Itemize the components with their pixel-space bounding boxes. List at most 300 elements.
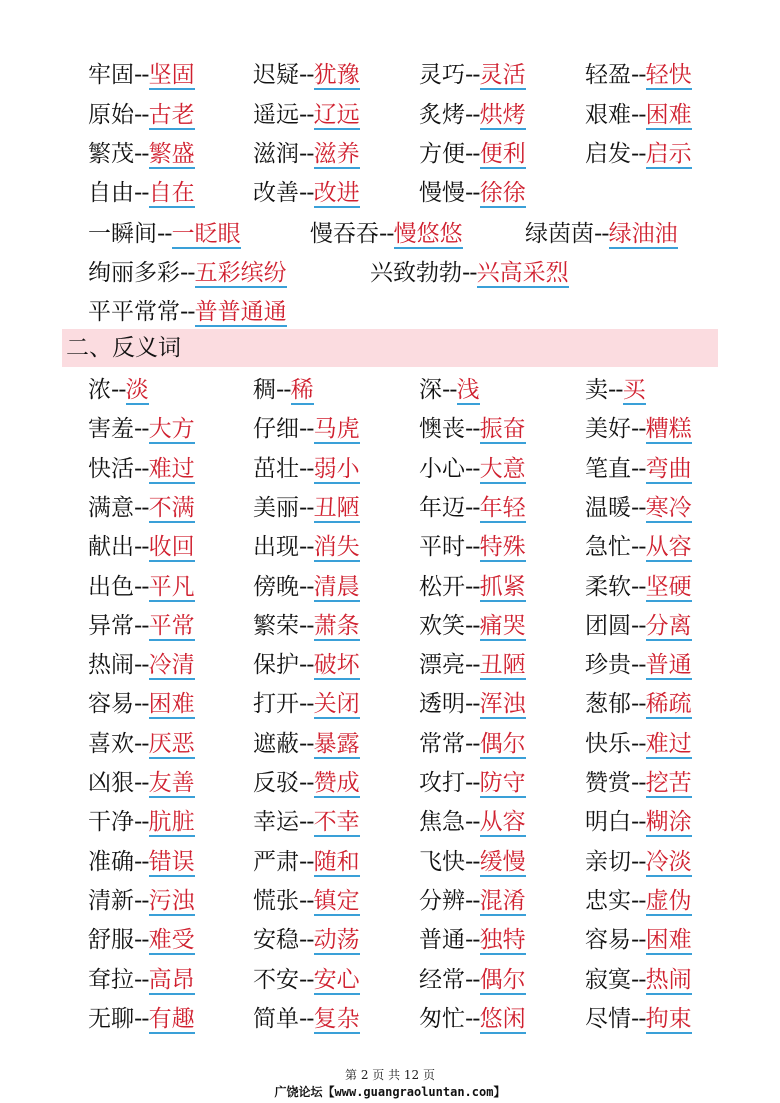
answer-word: 困难	[645, 102, 692, 128]
word: 普通	[419, 927, 465, 953]
word-separator: --	[276, 377, 291, 403]
word-separator: --	[299, 731, 314, 757]
answer-word: 厌恶	[148, 731, 195, 757]
answer-word: 错误	[148, 849, 195, 875]
answer-word: 糊涂	[645, 809, 692, 835]
word-separator: --	[465, 691, 480, 717]
word-pair	[88, 57, 195, 93]
answer-word: 不满	[148, 495, 195, 521]
word: 清新	[88, 888, 134, 914]
answer-word: 消失	[313, 534, 360, 560]
word-separator: --	[631, 141, 646, 167]
word: 美丽	[253, 495, 299, 521]
word: 保护	[253, 652, 299, 678]
antonym-section-title: 二、反义词	[66, 335, 181, 361]
word: 快活	[88, 456, 134, 482]
word: 常常	[419, 731, 465, 757]
answer-word: 清晨	[313, 574, 360, 600]
word-pair	[585, 490, 692, 526]
answer-word: 自在	[148, 180, 195, 206]
word: 急忙	[585, 534, 631, 560]
answer-word: 滋养	[313, 141, 360, 167]
word-pair	[419, 569, 526, 605]
answer-word: 大意	[479, 456, 526, 482]
word-pair	[88, 1001, 195, 1037]
word: 害羞	[88, 416, 134, 442]
word: 稠	[253, 377, 276, 403]
word: 漂亮	[419, 652, 465, 678]
word-pair	[253, 765, 360, 801]
answer-word: 拘束	[645, 1006, 692, 1032]
word-pair	[88, 490, 195, 526]
answer-word: 坚硬	[645, 574, 692, 600]
answer-word: 赞成	[313, 770, 360, 796]
word-pair	[419, 1001, 526, 1037]
word-separator: --	[631, 574, 646, 600]
answer-word: 混淆	[479, 888, 526, 914]
word-separator: --	[465, 927, 480, 953]
word-pair	[585, 765, 692, 801]
answer-word: 冷淡	[645, 849, 692, 875]
word-pair	[585, 804, 692, 840]
word-separator: --	[631, 1006, 646, 1032]
word-pair	[585, 372, 646, 408]
word-separator: --	[134, 691, 149, 717]
antonym-row	[0, 451, 780, 487]
word-separator: --	[299, 456, 314, 482]
answer-word: 轻快	[645, 62, 692, 88]
word-separator: --	[134, 967, 149, 993]
word: 凶狠	[88, 770, 134, 796]
word-pair	[88, 726, 195, 762]
antonym-row	[0, 529, 780, 565]
word: 亲切	[585, 849, 631, 875]
answer-word: 安心	[313, 967, 360, 993]
word-pair	[310, 216, 463, 252]
word: 分辨	[419, 888, 465, 914]
word-separator: --	[134, 180, 149, 206]
answer-word: 难过	[148, 456, 195, 482]
answer-word: 热闹	[645, 967, 692, 993]
word: 迟疑	[253, 62, 299, 88]
page-number: 第 2 页 共 12 页	[345, 1068, 435, 1082]
word: 献出	[88, 534, 134, 560]
word-pair	[419, 490, 526, 526]
word-separator: --	[631, 967, 646, 993]
word-pair	[253, 569, 360, 605]
word-separator: --	[631, 849, 646, 875]
answer-word: 灵活	[479, 62, 526, 88]
answer-word: 稀	[290, 377, 314, 403]
answer-word: 弱小	[313, 456, 360, 482]
word-separator: --	[299, 1006, 314, 1032]
answer-word: 马虎	[313, 416, 360, 442]
word-pair	[253, 804, 360, 840]
word-separator: --	[299, 495, 314, 521]
word-pair	[585, 1001, 692, 1037]
word-separator: --	[465, 613, 480, 639]
word-separator: --	[631, 102, 646, 128]
answer-word: 年轻	[479, 495, 526, 521]
word: 赞赏	[585, 770, 631, 796]
word-separator: --	[299, 613, 314, 639]
word-separator: --	[631, 652, 646, 678]
word-pair	[253, 529, 360, 565]
word-separator: --	[134, 731, 149, 757]
answer-word: 不幸	[313, 809, 360, 835]
word-separator: --	[134, 849, 149, 875]
answer-word: 徐徐	[479, 180, 526, 206]
word-pair	[253, 608, 360, 644]
word: 准确	[88, 849, 134, 875]
word: 耷拉	[88, 967, 134, 993]
answer-word: 从容	[645, 534, 692, 560]
word-pair	[370, 255, 569, 291]
word: 灵巧	[419, 62, 465, 88]
answer-word: 浅	[456, 377, 480, 403]
answer-word: 挖苦	[645, 770, 692, 796]
antonym-row	[0, 962, 780, 998]
word: 遮蔽	[253, 731, 299, 757]
word-pair	[585, 686, 692, 722]
answer-word: 难过	[645, 731, 692, 757]
antonym-row	[0, 647, 780, 683]
answer-word: 大方	[148, 416, 195, 442]
answer-word: 分离	[645, 613, 692, 639]
antonym-row	[0, 686, 780, 722]
antonym-row	[0, 883, 780, 919]
word-separator: --	[134, 456, 149, 482]
word: 飞快	[419, 849, 465, 875]
answer-word: 繁盛	[148, 141, 195, 167]
word-separator: --	[442, 377, 457, 403]
answer-word: 特殊	[479, 534, 526, 560]
word: 严肃	[253, 849, 299, 875]
word-separator: --	[134, 613, 149, 639]
word-pair	[419, 804, 526, 840]
word-pair	[585, 57, 692, 93]
word-pair	[253, 411, 360, 447]
word-pair	[88, 686, 195, 722]
word-pair	[253, 372, 314, 408]
word-separator: --	[134, 495, 149, 521]
answer-word: 犹豫	[313, 62, 360, 88]
word: 焦急	[419, 809, 465, 835]
word: 小心	[419, 456, 465, 482]
antonym-row	[0, 726, 780, 762]
word-separator: --	[631, 416, 646, 442]
word-pair	[253, 451, 360, 487]
word-pair	[585, 411, 692, 447]
word-pair	[88, 922, 195, 958]
word-separator: --	[299, 809, 314, 835]
answer-word: 普普通通	[194, 299, 287, 325]
word-pair	[419, 175, 526, 211]
word: 繁荣	[253, 613, 299, 639]
word-separator: --	[134, 534, 149, 560]
word: 懊丧	[419, 416, 465, 442]
answer-word: 偶尔	[479, 731, 526, 757]
answer-word: 肮脏	[148, 809, 195, 835]
word: 珍贵	[585, 652, 631, 678]
answer-word: 暴露	[313, 731, 360, 757]
word-separator: --	[299, 927, 314, 953]
word-pair	[88, 294, 287, 330]
word: 尽情	[585, 1006, 631, 1032]
synonym-row-wide	[0, 255, 780, 291]
word-separator: --	[631, 770, 646, 796]
word-pair	[253, 883, 360, 919]
word-separator: --	[465, 416, 480, 442]
word-pair	[419, 372, 480, 408]
word: 忠实	[585, 888, 631, 914]
word-pair	[585, 608, 692, 644]
word-pair	[419, 922, 526, 958]
answer-word: 浑浊	[479, 691, 526, 717]
word-pair	[88, 883, 195, 919]
word-pair	[253, 490, 360, 526]
word-separator: --	[299, 180, 314, 206]
answer-word: 偶尔	[479, 967, 526, 993]
word-separator: --	[465, 967, 480, 993]
word: 温暖	[585, 495, 631, 521]
word: 轻盈	[585, 62, 631, 88]
answer-word: 平凡	[148, 574, 195, 600]
word-pair	[253, 726, 360, 762]
answer-word: 友善	[148, 770, 195, 796]
word: 艰难	[585, 102, 631, 128]
word-pair	[419, 529, 526, 565]
answer-word: 抓紧	[479, 574, 526, 600]
word: 松开	[419, 574, 465, 600]
word: 匆忙	[419, 1006, 465, 1032]
word: 慢吞吞	[310, 221, 379, 247]
answer-word: 动荡	[313, 927, 360, 953]
answer-word: 丑陋	[313, 495, 360, 521]
antonym-row	[0, 608, 780, 644]
answer-word: 买	[622, 377, 646, 403]
word-separator: --	[299, 574, 314, 600]
word-separator: --	[299, 62, 314, 88]
word-separator: --	[465, 574, 480, 600]
answer-word: 古老	[148, 102, 195, 128]
word-separator: --	[465, 456, 480, 482]
word: 自由	[88, 180, 134, 206]
word: 容易	[585, 927, 631, 953]
word: 傍晚	[253, 574, 299, 600]
word-separator: --	[465, 809, 480, 835]
word: 欢笑	[419, 613, 465, 639]
answer-word: 寒冷	[645, 495, 692, 521]
word-pair	[525, 216, 678, 252]
site-footer: 广饶论坛【www.guangraoluntan.com】	[274, 1085, 506, 1099]
word-pair	[585, 647, 692, 683]
word-separator: --	[180, 299, 195, 325]
word-pair	[585, 962, 692, 998]
word: 原始	[88, 102, 134, 128]
word: 干净	[88, 809, 134, 835]
word: 平时	[419, 534, 465, 560]
word: 繁茂	[88, 141, 134, 167]
word-pair	[253, 1001, 360, 1037]
word-separator: --	[134, 1006, 149, 1032]
word-separator: --	[299, 770, 314, 796]
word-pair	[88, 411, 195, 447]
word-separator: --	[299, 534, 314, 560]
word-pair	[419, 411, 526, 447]
answer-word: 难受	[148, 927, 195, 953]
word: 绚丽多彩	[88, 260, 180, 286]
antonym-row	[0, 411, 780, 447]
word: 喜欢	[88, 731, 134, 757]
word: 慌张	[253, 888, 299, 914]
word-separator: --	[631, 731, 646, 757]
word: 平平常常	[88, 299, 180, 325]
word-pair	[419, 765, 526, 801]
word-pair	[419, 608, 526, 644]
word-separator: --	[299, 691, 314, 717]
word-separator: --	[631, 62, 646, 88]
answer-word: 镇定	[313, 888, 360, 914]
answer-word: 辽远	[313, 102, 360, 128]
word-pair	[88, 255, 287, 291]
answer-word: 防守	[479, 770, 526, 796]
word-pair	[88, 372, 149, 408]
word-separator: --	[465, 731, 480, 757]
word-separator: --	[379, 221, 394, 247]
word: 热闹	[88, 652, 134, 678]
word-pair	[585, 922, 692, 958]
word-separator: --	[465, 1006, 480, 1032]
word-separator: --	[134, 62, 149, 88]
answer-word: 启示	[645, 141, 692, 167]
word-pair	[419, 726, 526, 762]
word-separator: --	[134, 141, 149, 167]
word: 方便	[419, 141, 465, 167]
synonym-row	[0, 57, 780, 93]
word-separator: --	[594, 221, 609, 247]
word: 无聊	[88, 1006, 134, 1032]
answer-word: 平常	[148, 613, 195, 639]
word: 葱郁	[585, 691, 631, 717]
antonym-row	[0, 490, 780, 526]
word-pair	[419, 97, 526, 133]
word-separator: --	[299, 967, 314, 993]
word-pair	[253, 686, 360, 722]
word-separator: --	[631, 809, 646, 835]
answer-word: 虚伪	[645, 888, 692, 914]
word-separator: --	[134, 652, 149, 678]
word: 异常	[88, 613, 134, 639]
word-separator: --	[631, 888, 646, 914]
answer-word: 高昂	[148, 967, 195, 993]
word: 攻打	[419, 770, 465, 796]
word-separator: --	[462, 260, 477, 286]
answer-word: 丑陋	[479, 652, 526, 678]
word: 满意	[88, 495, 134, 521]
word-pair	[419, 451, 526, 487]
answer-word: 萧条	[313, 613, 360, 639]
answer-word: 五彩缤纷	[194, 260, 287, 286]
answer-word: 坚固	[148, 62, 195, 88]
answer-word: 困难	[148, 691, 195, 717]
answer-word: 弯曲	[645, 456, 692, 482]
word-pair	[88, 569, 195, 605]
word: 柔软	[585, 574, 631, 600]
word-separator: --	[465, 180, 480, 206]
antonym-row	[0, 569, 780, 605]
word-pair	[419, 883, 526, 919]
word-separator: --	[465, 849, 480, 875]
word: 出现	[253, 534, 299, 560]
answer-word: 悠闲	[479, 1006, 526, 1032]
word-separator: --	[465, 141, 480, 167]
word: 浓	[88, 377, 111, 403]
antonym-row	[0, 844, 780, 880]
answer-word: 从容	[479, 809, 526, 835]
word: 慢慢	[419, 180, 465, 206]
word-pair	[253, 57, 360, 93]
word-pair	[585, 569, 692, 605]
word-pair	[419, 844, 526, 880]
word-separator: --	[631, 691, 646, 717]
word-separator: --	[134, 770, 149, 796]
answer-word: 一眨眼	[171, 221, 241, 247]
word-separator: --	[111, 377, 126, 403]
word-pair	[88, 765, 195, 801]
word: 美好	[585, 416, 631, 442]
word-pair	[88, 608, 195, 644]
synonym-row	[0, 136, 780, 172]
word-separator: --	[299, 652, 314, 678]
word-pair	[585, 726, 692, 762]
word-pair	[88, 844, 195, 880]
answer-word: 便利	[479, 141, 526, 167]
word: 幸运	[253, 809, 299, 835]
word-separator: --	[180, 260, 195, 286]
word-separator: --	[465, 102, 480, 128]
antonym-row	[0, 372, 780, 408]
word-separator: --	[299, 849, 314, 875]
answer-word: 振奋	[479, 416, 526, 442]
answer-word: 兴高采烈	[476, 260, 569, 286]
word-pair	[419, 647, 526, 683]
antonym-row	[0, 922, 780, 958]
word-pair	[88, 175, 195, 211]
word: 炙烤	[419, 102, 465, 128]
word-separator: --	[631, 927, 646, 953]
antonym-row	[0, 1001, 780, 1037]
answer-word: 破坏	[313, 652, 360, 678]
word-separator: --	[465, 495, 480, 521]
word-separator: --	[631, 534, 646, 560]
word-pair	[88, 451, 195, 487]
word: 透明	[419, 691, 465, 717]
word: 牢固	[88, 62, 134, 88]
word-separator: --	[134, 888, 149, 914]
word-separator: --	[465, 770, 480, 796]
answer-word: 淡	[125, 377, 149, 403]
word-separator: --	[631, 495, 646, 521]
answer-word: 独特	[479, 927, 526, 953]
word-separator: --	[631, 456, 646, 482]
word-separator: --	[134, 809, 149, 835]
word-separator: --	[134, 927, 149, 953]
word: 安稳	[253, 927, 299, 953]
word-separator: --	[134, 102, 149, 128]
word: 打开	[253, 691, 299, 717]
word: 团圆	[585, 613, 631, 639]
